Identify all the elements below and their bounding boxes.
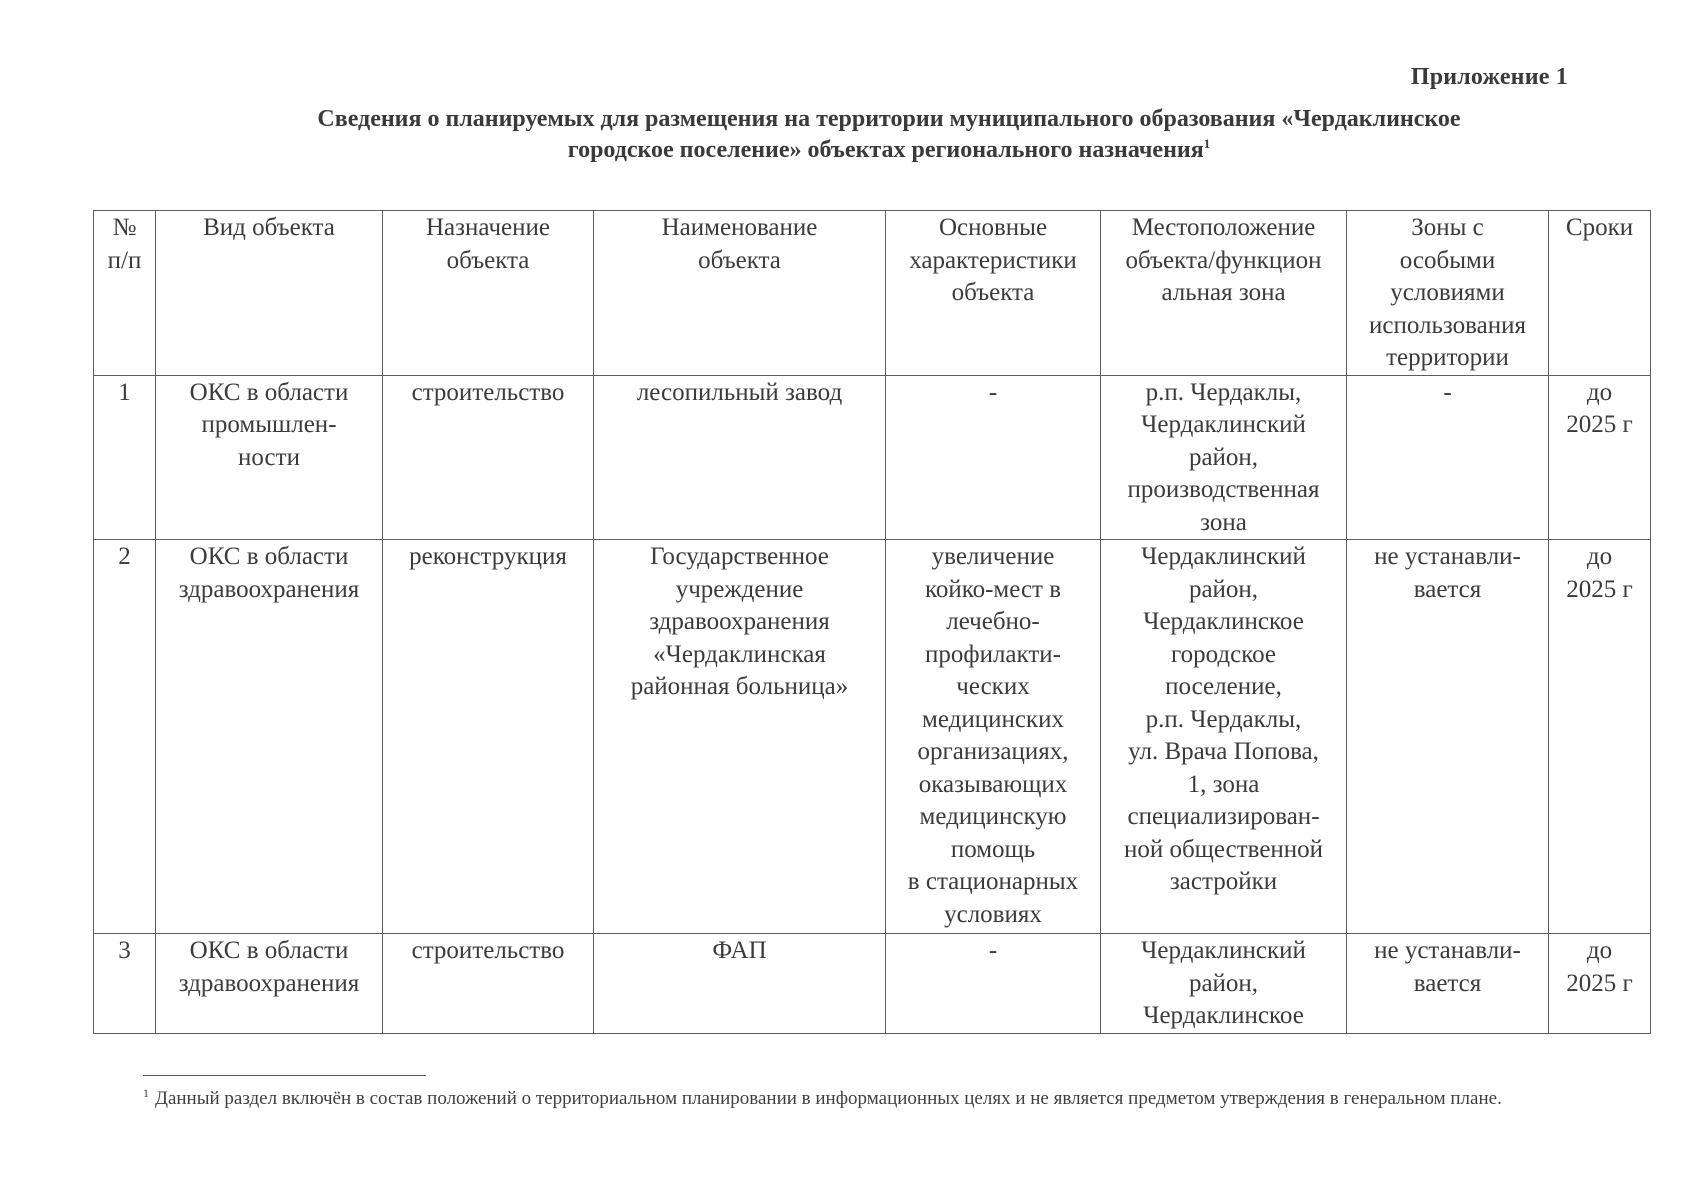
table-row [94, 934, 1651, 1034]
cell-num: 1 [94, 375, 156, 540]
title-footnote-ref: 1 [1203, 136, 1211, 151]
cell-zones: не устанавли- вается [1347, 934, 1549, 1034]
table-row [94, 375, 1651, 540]
document-title [200, 104, 1578, 166]
cell-zones: не устанавли- вается [1347, 540, 1549, 934]
cell-term: до 2025 г [1549, 934, 1651, 1034]
header-characteristics: Основные характеристики объекта [886, 211, 1101, 376]
table-row [94, 540, 1651, 934]
header-zones: Зоны с особыми условиями использования территории [1347, 211, 1549, 376]
cell-term: до 2025 г [1549, 540, 1651, 934]
footnote-text: Данный раздел включён в состав положений о территориальном планировании в информационных целях и не является предметом утверждения в генеральном плане. [155, 1088, 1502, 1109]
cell-location: р.п. Чердаклы, Чердаклинский район, производственная зона [1101, 375, 1347, 540]
cell-type: ОКС в области здравоохранения [156, 540, 383, 934]
cell-name: Государственное учреждение здравоохранения «Чердаклинская районная больница» [594, 540, 886, 934]
objects-table [93, 210, 1651, 1034]
header-purpose: Назначение объекта [383, 211, 594, 376]
cell-purpose: строительство [383, 934, 594, 1034]
cell-characteristics: - [886, 934, 1101, 1034]
cell-location: Чердаклинский район, Чердаклинское [1101, 934, 1347, 1034]
table-header-row [94, 211, 1651, 376]
header-type: Вид объекта [156, 211, 383, 376]
cell-term: до 2025 г [1549, 375, 1651, 540]
cell-characteristics: увеличение койко-мест в лечебно- профилакти- ческих медицинских организациях, оказывающих медицинскую помощь в стационарных условиях [886, 540, 1101, 934]
header-num: № п/п [94, 211, 156, 376]
cell-num: 3 [94, 934, 156, 1034]
cell-purpose: строительство [383, 375, 594, 540]
footnote [143, 1085, 1599, 1113]
cell-purpose: реконструкция [383, 540, 594, 934]
title-line-2-text: городское поселение» объектах регионального назначения [567, 137, 1204, 163]
header-term: Сроки [1549, 211, 1651, 376]
header-location: Местоположение объекта/функцион альная зона [1101, 211, 1347, 376]
footnote-mark: 1 [143, 1085, 149, 1100]
cell-name: ФАП [594, 934, 886, 1034]
appendix-label: Приложение 1 [1410, 64, 1568, 90]
header-name: Наименование объекта [594, 211, 886, 376]
cell-num: 2 [94, 540, 156, 934]
cell-zones: - [1347, 375, 1549, 540]
title-line-2 [200, 135, 1578, 166]
cell-location: Чердаклинский район, Чердаклинское городское поселение, р.п. Чердаклы, ул. Врача Попова, 1, зона специализирован- ной общественной застройки [1101, 540, 1347, 934]
cell-characteristics: - [886, 375, 1101, 540]
title-line-1: Сведения о планируемых для размещения на территории муниципального образования «Чердаклинское [317, 106, 1461, 132]
cell-type: ОКС в области промышлен- ности [156, 375, 383, 540]
cell-name: лесопильный завод [594, 375, 886, 540]
footnote-divider [143, 1075, 426, 1076]
cell-type: ОКС в области здравоохранения [156, 934, 383, 1034]
